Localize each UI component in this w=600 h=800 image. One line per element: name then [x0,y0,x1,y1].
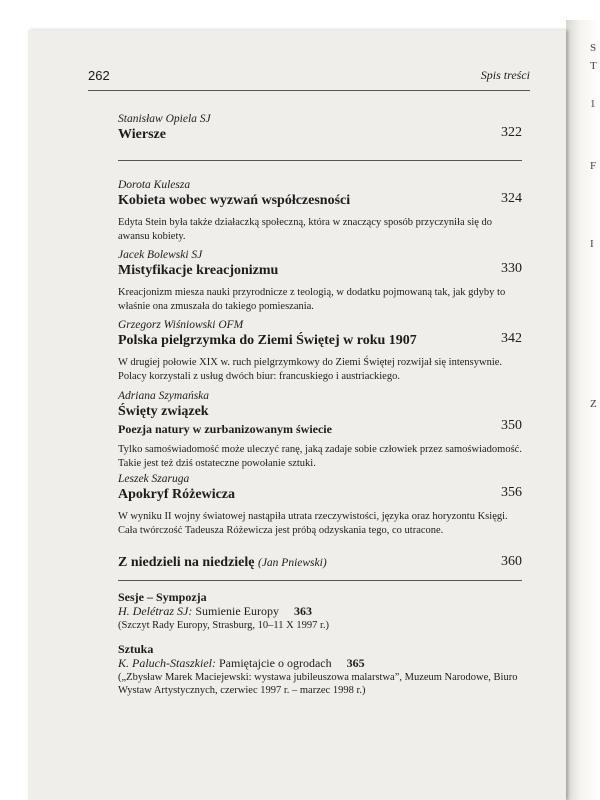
section-block [118,590,522,632]
entry-inline-author: (Jan Pniewski) [258,557,327,569]
section-item-note: („Zbysław Marek Maciejewski: wystawa jubileuszowa malarstwa”, Muzeum Narodowe, Biuro Wystaw Artystycznych, czerwiec 1997 r. – marzec 1998 r.) [118,672,518,696]
section-item-author: H. Delétraz SJ: [118,604,193,618]
section-item-page: 363 [293,604,312,618]
entry-description: W drugiej połowie XIX w. ruch pielgrzymkowy do Ziemi Świętej rozwijał się intensywnie. Polacy korzystali z usług dwóch biur: francuskiego i austriackiego. [118,357,503,382]
section-item [118,656,522,671]
entry-author: Stanisław Opiela SJ [118,113,211,125]
entry-title: Apokryf Różewicza [118,487,236,502]
section-item-author: K. Paluch-Staszkiel: [118,656,216,670]
toc-entry [118,554,522,572]
section-item-title: Sumienie Europy [195,604,279,618]
section-heading: Sztuka [118,642,154,656]
page-header [88,68,530,91]
entry-page: 342 [501,331,522,346]
divider [118,580,522,581]
toc-entry [118,248,522,314]
entry-title: Kobieta wobec wyzwań współczesności [118,193,351,208]
entry-author: Adriana Szymańska [118,390,210,402]
toc-entry [118,178,522,244]
entry-title: Polska pielgrzymka do Ziemi Świętej w roku 1907 [118,333,417,348]
edge-letter: T [590,60,597,72]
entry-page: 322 [501,125,522,140]
toc-entry [118,472,522,538]
entry-author: Dorota Kulesza [118,179,191,191]
entry-author: Grzegorz Wiśniowski OFM [118,319,244,331]
edge-letter: I [590,238,594,250]
entry-title-text: Z niedzieli na niedzielę [118,555,255,570]
section-item-title: Pamiętajcie o ogrodach [218,656,332,670]
toc-entry [118,112,522,144]
entry-title: Święty związek [118,404,209,419]
section-item [118,604,522,619]
edge-letter: Z [590,398,597,410]
entry-page: 356 [501,485,522,500]
section-item-page: 365 [346,656,365,670]
entry-description: Kreacjonizm miesza nauki przyrodnicze z teologią, w dodatku pojmowaną tak, jak gdyby to właśnie ona zmuszała do takiego pomieszania. [118,287,506,312]
entry-description: Tylko samoświadomość może uleczyć ranę, jaką zadaje sobie człowiek przez samoświadomość. Takie jest też dziś ostateczne powołanie sztuki. [118,444,522,469]
edge-letter: 1 [590,98,596,110]
edge-letter: S [590,42,597,54]
divider [118,160,522,161]
entry-title: Mistyfikacje kreacjonizmu [118,263,279,278]
entry-page: 360 [501,554,522,569]
entry-description: Edyta Stein była także działaczką społeczną, która w znaczący sposób przyczyniła się do awansu kobiety. [118,217,493,242]
entry-subtitle: Poezja natury w zurbanizowanym świecie [118,422,332,436]
toc-entry [118,389,522,471]
entry-title [118,554,522,572]
section-heading: Sesje – Sympozja [118,590,207,604]
section-block [118,642,522,697]
section-item-note: (Szczyt Rady Europy, Strasburg, 10–11 X 1997 r.) [118,620,330,631]
next-page-edge [566,20,600,800]
entry-author: Jacek Bolewski SJ [118,249,203,261]
running-title: Spis treści [480,68,530,82]
page-number: 262 [88,68,110,83]
toc-entry [118,318,522,384]
entry-description: W wyniku II wojny światowej nastąpiła utrata rzeczywistości, języka oraz horyzontu Księgi. Cała twórczość Tadeusza Różewicza jest próbą odzyskania tego, co utracone. [118,511,508,536]
edge-letter: F [590,160,597,172]
entry-page: 350 [501,418,522,433]
entry-page: 324 [501,191,522,206]
entry-page: 330 [501,261,522,276]
entry-author: Leszek Szaruga [118,473,190,485]
entry-title: Wiersze [118,127,166,142]
